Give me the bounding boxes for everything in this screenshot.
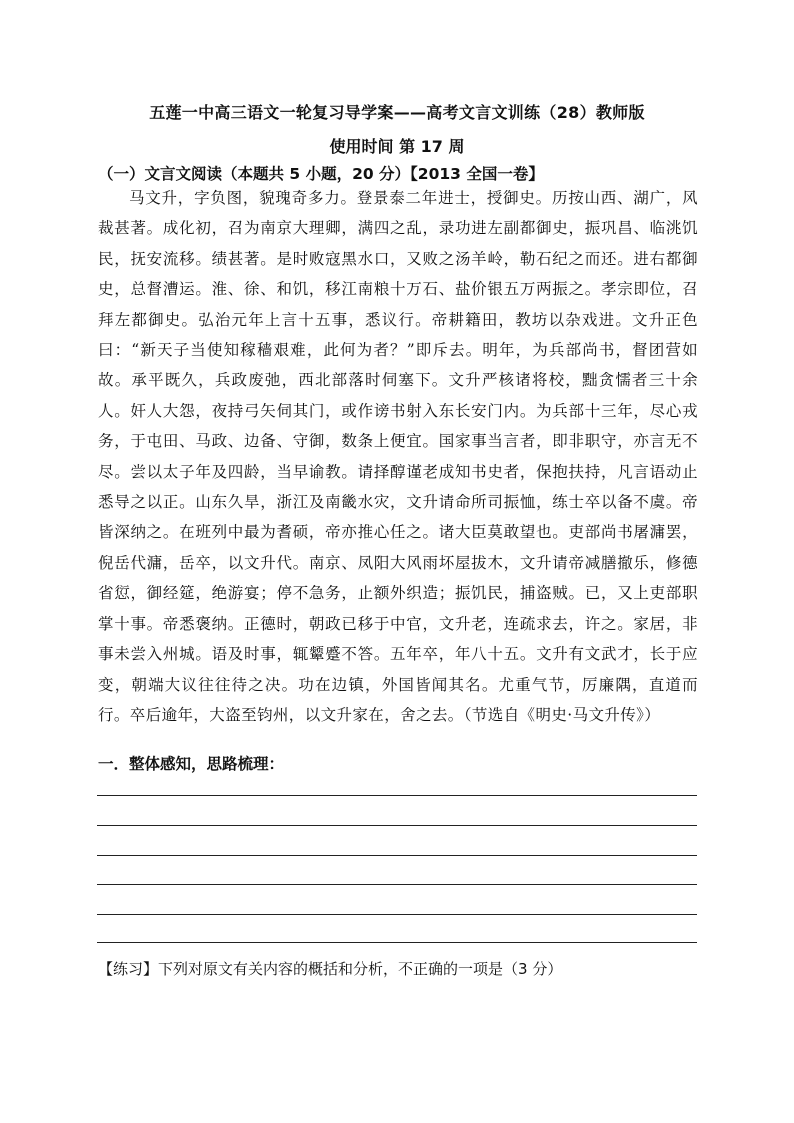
answer-line	[97, 855, 697, 856]
section-heading: （一）文言文阅读（本题共 5 小题，20 分）【2013 全国一卷】	[98, 165, 544, 183]
passage-text: 马文升，字负图，貌瑰奇多力。登景泰二年进士，授御史。历按山西、湖广，风裁甚著。成化初，召为南京大理卿，满四之乱，录功进左副都御史，振巩昌、临洮饥民，抚安流移。绩甚著。是时败寇黑水口，又败之汤羊岭，勒石纪之而还。进右都御史，总督漕运。淮、徐、和饥，移江南粮十万石、盐价银五万两振之。孝宗即位，召拜左都御史。弘治元年上言十五事，悉议行。帝耕籍田，教坊以杂戏进。文升正色曰：“新天子当使知稼穑艰难，此何为者？”即斥去。明年，为兵部尚书，督团营如故。承平既久，兵政废弛，西北部落时伺塞下。文升严核诸将校，黜贪懦者三十余人。奸人大怨，夜持弓矢伺其门，或作谤书射入东长安门内。为兵部十三年，尽心戎务，于屯田、马政、边备、守御，数条上便宜。国家事当言者，即非职守，亦言无不尽。尝以太子年及四龄，当早谕教。请择醇谨老成知书史者，保抱扶持，凡言语动止悉导之以正。山东久旱，浙江及南畿水灾，文升请命所司振恤，练士卒以备不虞。帝皆深纳之。在班列中最为耆硕，帝亦推心任之。诸大臣莫敢望也。吏部尚书屠滽罢，倪岳代滽，岳卒，以文升代。南京、凤阳大风雨坏屋拔木，文升请帝减膳撤乐，修德省愆，御经筵，绝游宴；停不急务，止额外织造；振饥民，捕盗贼。已，又上吏部职掌十事。帝悉褒纳。正德时，朝政已移于中官，文升老，连疏求去，许之。家居，非事未尝入州城。语及时事，辄颦蹙不答。五年卒，年八十五。文升有文武才，长于应变，朝端大议往往待之决。功在边镇，外国皆闻其名。尤重气节，厉廉隅，直道而行。卒后逾年，大盗至钧州，以文升家在，舍之去。	[98, 189, 698, 724]
usage-time: 使用时间 第 17 周	[329, 137, 465, 156]
answer-line	[97, 825, 697, 826]
classical-passage	[98, 183, 698, 730]
answer-line	[97, 884, 697, 885]
question-heading: 一．整体感知，思路梳理：	[98, 755, 285, 773]
answer-line	[97, 795, 697, 796]
practice-question: 【练习】下列对原文有关内容的概括和分析，不正确的一项是（3 分）	[98, 960, 563, 978]
passage-source: （节选自《明史·马文升传》）	[463, 705, 661, 724]
answer-line	[97, 942, 697, 943]
answer-line	[97, 914, 697, 915]
page-title: 五莲一中高三语文一轮复习导学案——高考文言文训练（28）教师版	[149, 103, 645, 122]
